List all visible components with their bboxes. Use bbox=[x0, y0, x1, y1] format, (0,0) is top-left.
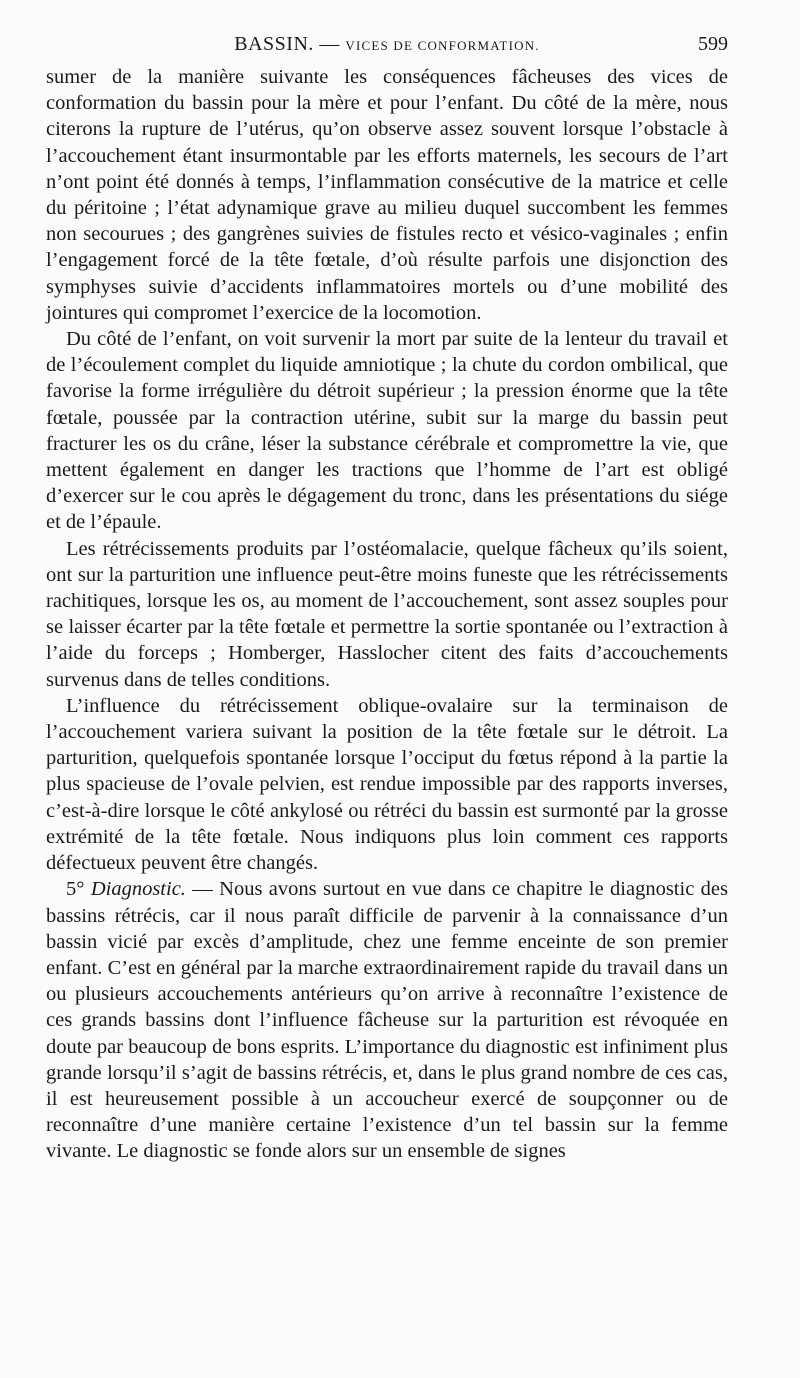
running-title-sub: VICES DE CONFORMATION. bbox=[345, 38, 540, 53]
paragraph-consequences-mother: sumer de la manière suivante les conséquences fâcheuses des vices de conformation du bassin pour la mère et pour l’enfant. Du côté de la mère, nous citerons la rupture de l’utérus, qu’on observe assez souvent lorsque l’obstacle à l’accouchement étant insurmontable par les efforts maternels, les secours de l’art n’ont point été donnés à temps, l’inflammation consécutive de la matrice et celle du péritoine ; l’état adynamique grave au milieu duquel succombent les femmes non secourues ; des gangrènes suivies de fistules recto et vésico-vaginales ; enfin l’engagement forcé de la tête fœtale, d’où résulte parfois une disjonction des symphyses suivie d’accidents inflammatoires mortels ou d’une mobilité des jointures qui compromet l’exercice de la locomotion. bbox=[46, 66, 728, 324]
paragraph-oblique-ovalaire: L’influence du rétrécissement oblique-ovalaire sur la terminaison de l’accouchement variera suivant la position de la tête fœtale sur le détroit. La parturition, quelquefois spontanée lorsque l’occiput du fœtus répond à la partie la plus spacieuse de l’ovale pelvien, est rendue impossible par des rapports inverses, c’est-à-dire lorsque le côté ankylosé ou rétréci du bassin est surmonté par la grosse extrémité de la tête fœtale. Nous indiquons plus loin comment ces rapports défectueux peuvent être changés. bbox=[46, 694, 728, 875]
running-title-main: BASSIN. bbox=[234, 33, 314, 55]
section-number: 5° bbox=[66, 878, 91, 901]
section-heading-diagnostic: Diagnostic. bbox=[90, 878, 186, 901]
running-title-dash: — bbox=[313, 33, 346, 55]
paragraph-consequences-child: Du côté de l’enfant, on voit survenir la mort par suite de la lenteur du travail et de l’écoulement complet du liquide amniotique ; la chute du cordon ombilical, que favorise la forme irrégulière du détroit supérieur ; la pression énorme que la tête fœtale, poussée par la contraction utérine, subit sur la marge du bassin peut fracturer les os du crâne, léser la substance cérébrale et compromettre la vie, que mettent également en danger les tractions que l’homme de l’art est obligé d’exercer sur le cou après le dégagement du tronc, dans les présentations du siége et de l’épaule. bbox=[46, 328, 728, 534]
running-title bbox=[46, 30, 728, 60]
paragraph-diagnostic bbox=[46, 876, 728, 1164]
paragraph-osteomalacia: Les rétrécissements produits par l’ostéomalacie, quelque fâcheux qu’ils soient, ont sur la parturition une influence peut-être moins funeste que les rétrécissements rachitiques, lorsque les os, au moment de l’accouchement, sont assez souples pour se laisser écarter par la tête fœtale et permettre la sortie spontanée ou l’extraction à l’aide du forceps ; Homberger, Hasslocher citent des faits d’accouchements survenus dans de telles conditions. bbox=[46, 537, 728, 691]
paragraph-diagnostic-text: — Nous avons surtout en vue dans ce chapitre le diagnostic des bassins rétrécis, car il nous paraît difficile de parvenir à la connaissance d’un bassin vicié par excès d’amplitude, chez une femme enceinte de son premier enfant. C’est en général par la marche extraordinairement rapide du travail dans un ou plusieurs accouchements antérieurs qu’on arrive à reconnaître l’existence de ces grands bassins dont l’influence fâcheuse sur la parturition est révoquée en doute par beaucoup de bons esprits. L’importance du diagnostic est infiniment plus grande lorsqu’il s’agit de bassins rétrécis, et, dans le plus grand nombre de ces cas, il est heureusement possible à un accoucheur exercé de soupçonner ou de reconnaître d’une manière certaine l’existence d’un tel bassin sur la femme vivante. Le diagnostic se fonde alors sur un ensemble de signes bbox=[46, 878, 728, 1163]
page-number: 599 bbox=[698, 33, 728, 55]
running-head bbox=[46, 30, 728, 58]
text-body bbox=[46, 64, 728, 1165]
